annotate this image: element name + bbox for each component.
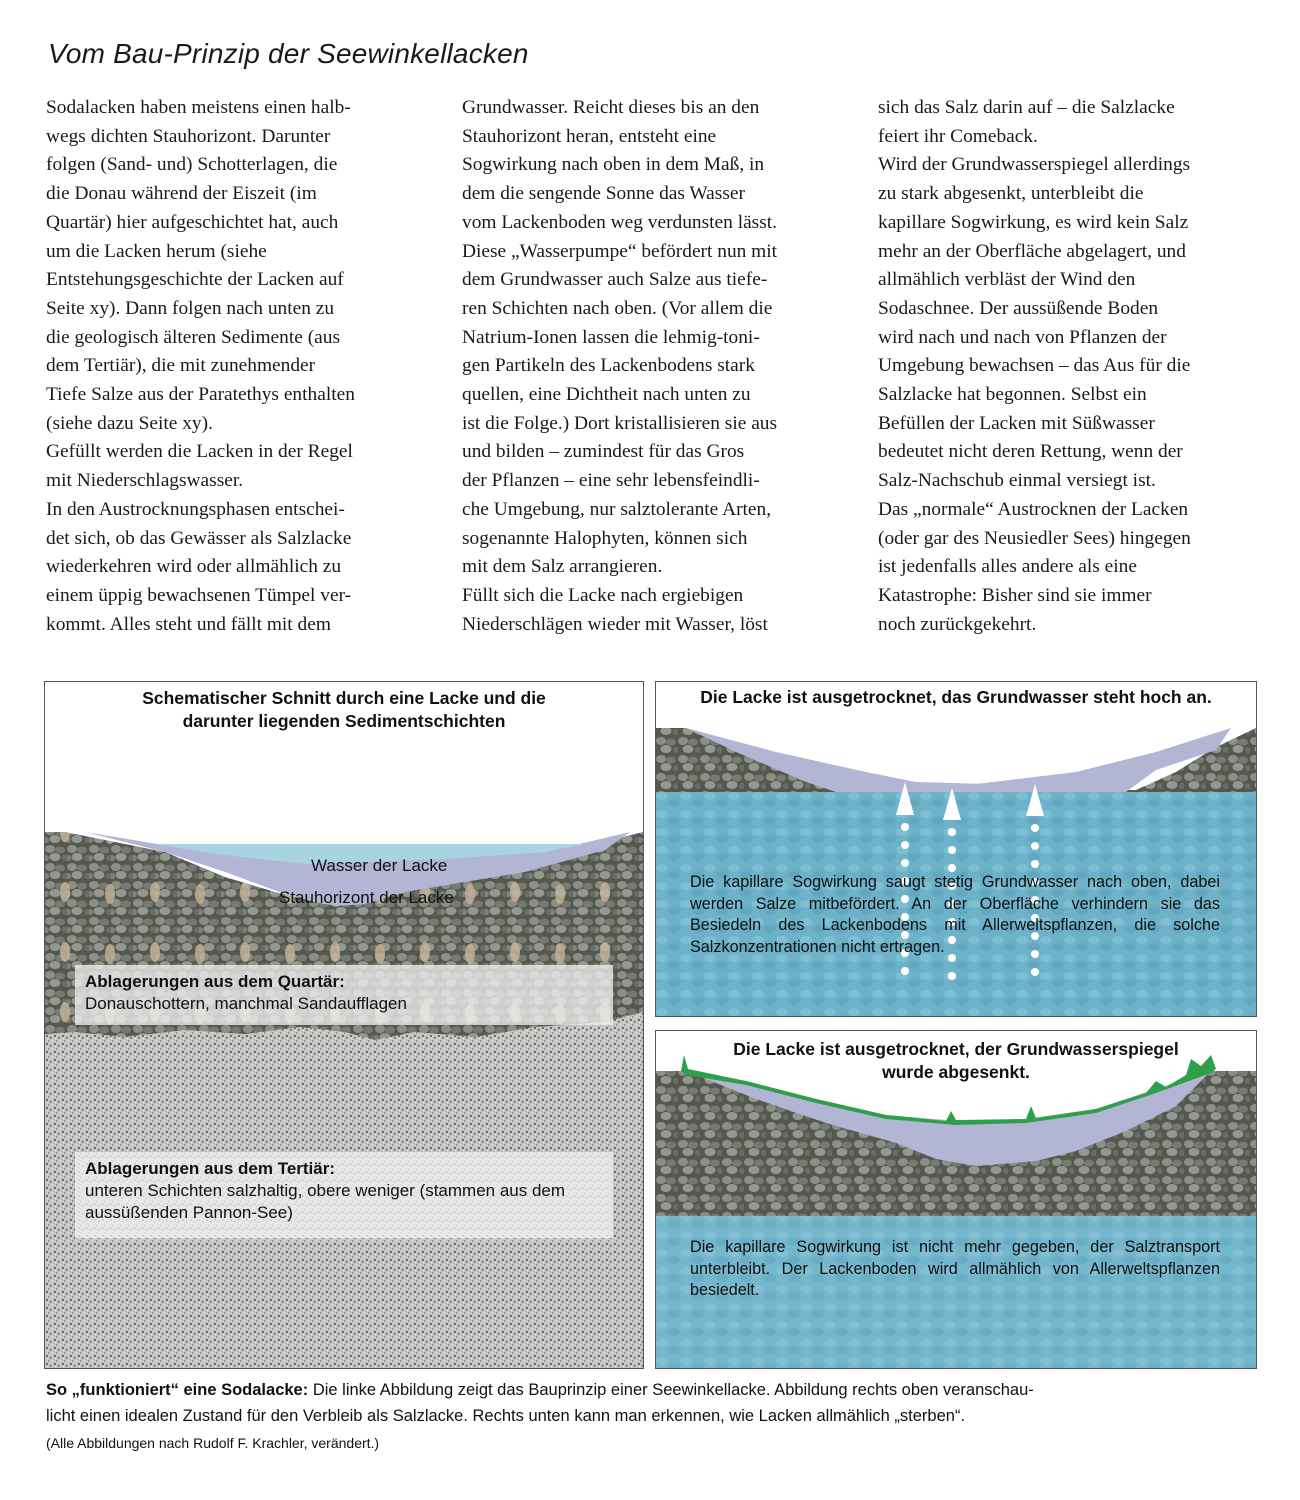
text-line: Quartär) hier aufgeschichtet hat, auch <box>46 211 339 233</box>
caption-text-1: Die linke Abbildung zeigt das Bauprinzip einer Seewinkellacke. Abbildung rechts oben veranschau- <box>308 1381 1034 1399</box>
text-line: mit dem Salz arrangieren. <box>462 556 663 578</box>
text-line: wird nach und nach von Pflanzen der <box>878 326 1167 348</box>
high-groundwater-figure <box>655 681 1257 1017</box>
left-figure-title-line-1: Schematischer Schnitt durch eine Lacke und die <box>142 688 546 708</box>
text-line: um die Lacken herum (siehe <box>46 240 267 262</box>
text-line: bedeutet nicht deren Rettung, wenn der <box>878 441 1183 463</box>
text-line: einem üppig bewachsenen Tümpel ver- <box>46 584 352 606</box>
text-line: Gefüllt werden die Lacken in der Regel <box>46 441 353 463</box>
text-line: Entstehungsgeschichte der Lacken auf <box>46 269 344 291</box>
text-line: noch zurückgekehrt. <box>878 613 1037 635</box>
text-line: mit Niederschlagswasser. <box>46 470 244 492</box>
text-line: kommt. Alles steht und fällt mit dem <box>46 613 331 635</box>
water-label: Wasser der Lacke <box>311 856 448 875</box>
capillary-dot <box>1031 860 1039 868</box>
text-line: Natrium-Ionen lassen die lehmig-toni- <box>462 326 760 348</box>
text-line: sich das Salz darin auf – die Salzlacke <box>878 97 1175 118</box>
text-line: ren Schichten nach oben. (Vor allem die <box>462 297 773 319</box>
text-line: dem die sengende Sonne das Wasser <box>462 183 745 205</box>
text-line: Katastrophe: Bisher sind sie immer <box>878 584 1152 606</box>
stauhorizont-label: Stauhorizont der Lacke <box>279 888 454 907</box>
text-line: die geologisch älteren Sedimente (aus <box>46 326 340 348</box>
lowered-groundwater-title <box>656 1038 1256 1084</box>
text-line: Sogwirkung nach oben in dem Maß, in <box>462 154 765 176</box>
text-line: der Pflanzen – eine sehr lebensfeindli- <box>462 470 760 492</box>
high-groundwater-title: Die Lacke ist ausgetrocknet, das Grundwasser steht hoch an. <box>700 687 1212 707</box>
text-line: quellen, eine Dichtheit nach unten zu <box>462 384 751 406</box>
text-line: Umgebung bewachsen – das Aus für die <box>878 355 1191 377</box>
text-line: det sich, ob das Gewässer als Salzlacke <box>46 527 352 549</box>
capillary-dot <box>901 841 909 849</box>
text-line: Das „normale“ Austrocknen der Lacken <box>878 498 1189 520</box>
tertiary-heading: Ablagerungen aus dem Tertiär: <box>85 1159 336 1178</box>
text-line: Diese „Wasserpumpe“ befördert nun mit <box>462 240 778 262</box>
capillary-dot <box>948 972 956 980</box>
text-line: und bilden – zumindest für das Gros <box>462 441 745 463</box>
figure-credit: (Alle Abbildungen nach Rudolf F. Krachler, verändert.) <box>46 1435 380 1451</box>
text-line: kapillare Sogwirkung, es wird kein Salz <box>878 211 1189 233</box>
text-line: folgen (Sand- und) Schotterlagen, die <box>46 154 338 176</box>
text-column-1 <box>46 94 426 639</box>
text-line: (oder gar des Neusiedler Sees) hingegen <box>878 527 1191 549</box>
quaternary-description: Donauschottern, manchmal Sandaufflagen <box>85 994 407 1013</box>
quaternary-heading: Ablagerungen aus dem Quartär: <box>85 972 345 991</box>
lowered-groundwater-figure <box>655 1030 1257 1369</box>
figure-caption-line-1 <box>46 1381 1034 1400</box>
text-line: (siehe dazu Seite xy). <box>46 412 213 434</box>
text-line: die Donau während der Eiszeit (im <box>46 183 317 205</box>
text-line: Salzlacke hat begonnen. Selbst ein <box>878 384 1147 406</box>
text-line: feiert ihr Comeback. <box>878 125 1038 147</box>
left-figure-title <box>45 687 643 733</box>
text-line: Wird der Grundwasserspiegel allerdings <box>878 154 1191 176</box>
cross-section-illustration <box>45 682 643 1368</box>
tertiary-info-box <box>75 1152 613 1238</box>
text-line: Grundwasser. Reicht dieses bis an den <box>462 97 760 118</box>
lowered-groundwater-description: Die kapillare Sogwirkung ist nicht mehr gegeben, der Salztransport unterbleibt. Der Lackenboden wird allmählich von Allerweltspflanzen besiedelt. <box>690 1238 1220 1299</box>
capillary-dot <box>948 864 956 872</box>
text-line: Sodaschnee. Der aussüßende Boden <box>878 297 1159 319</box>
text-line: ist die Folge.) Dort kristallisieren sie aus <box>462 412 778 434</box>
capillary-dot <box>1031 968 1039 976</box>
text-line: dem Grundwasser auch Salze aus tiefe- <box>462 269 768 291</box>
text-column-2 <box>462 94 842 639</box>
text-line: Niederschlägen wieder mit Wasser, löst <box>462 613 768 635</box>
text-line: Tiefe Salze aus der Paratethys enthalten <box>46 384 355 406</box>
text-line: ist jedenfalls alles andere als eine <box>878 556 1137 578</box>
high-groundwater-description: Die kapillare Sogwirkung saugt stetig Grundwasser nach oben, dabei werden Salze mitbefördert. An der Oberfläche verhindern sie das Besiedeln des Lackenbodens mit Allerweltspflanzen, die solche Salzkonzentrationen nicht ertragen. <box>690 873 1220 956</box>
text-line: Salz-Nachschub einmal versiegt ist. <box>878 470 1156 492</box>
text-line: wegs dichten Stauhorizont. Darunter <box>46 125 331 147</box>
text-line: Seite xy). Dann folgen nach unten zu <box>46 297 335 319</box>
capillary-dot <box>948 846 956 854</box>
text-line: mehr an der Oberfläche abgelagert, und <box>878 240 1186 262</box>
schematic-cross-section-figure <box>44 681 644 1369</box>
capillary-dot <box>901 967 909 975</box>
capillary-dot <box>1031 824 1039 832</box>
high-groundwater-illustration <box>656 682 1256 1016</box>
page-title: Vom Bau-Prinzip der Seewinkellacken <box>48 38 529 69</box>
text-line: Füllt sich die Lacke nach ergiebigen <box>462 584 744 606</box>
text-line: allmählich verbläst der Wind den <box>878 269 1136 291</box>
capillary-dot <box>1031 842 1039 850</box>
text-line: sogenannte Halophyten, können sich <box>462 527 748 549</box>
capillary-dot <box>948 828 956 836</box>
text-line: zu stark abgesenkt, unterbleibt die <box>878 183 1144 205</box>
left-figure-title-line-2: darunter liegenden Sedimentschichten <box>182 711 506 731</box>
text-line: Befüllen der Lacken mit Süßwasser <box>878 412 1155 434</box>
figure-caption-line-2: licht einen idealen Zustand für den Verbleib als Salzlacke. Rechts unten kann man erkennen, wie Lacken allmählich „sterben“. <box>46 1407 966 1425</box>
lowered-groundwater-title-line-1: Die Lacke ist ausgetrocknet, der Grundwasserspiegel <box>733 1039 1179 1059</box>
capillary-dot <box>901 823 909 831</box>
tertiary-description: unteren Schichten salzhaltig, obere weniger (stammen aus dem aussüßenden Pannon-See) <box>85 1181 566 1222</box>
quaternary-info-box <box>75 965 613 1025</box>
text-line: Sodalacken haben meistens einen halb- <box>46 97 351 118</box>
text-line: Stauhorizont heran, entsteht eine <box>462 125 717 147</box>
text-line: che Umgebung, nur salztolerante Arten, <box>462 498 772 520</box>
lowered-groundwater-title-line-2: wurde abgesenkt. <box>882 1062 1030 1082</box>
text-line: vom Lackenboden weg verdunsten lässt. <box>462 211 778 233</box>
text-line: gen Partikeln des Lackenbodens stark <box>462 355 755 377</box>
text-line: In den Austrocknungsphasen entschei- <box>46 498 345 520</box>
text-column-3 <box>878 94 1258 639</box>
capillary-dot <box>901 859 909 867</box>
text-line: wiederkehren wird oder allmählich zu <box>46 556 342 578</box>
text-line: dem Tertiär), die mit zunehmender <box>46 355 316 377</box>
caption-lead: So „funktioniert“ eine Sodalacke: <box>46 1381 309 1399</box>
